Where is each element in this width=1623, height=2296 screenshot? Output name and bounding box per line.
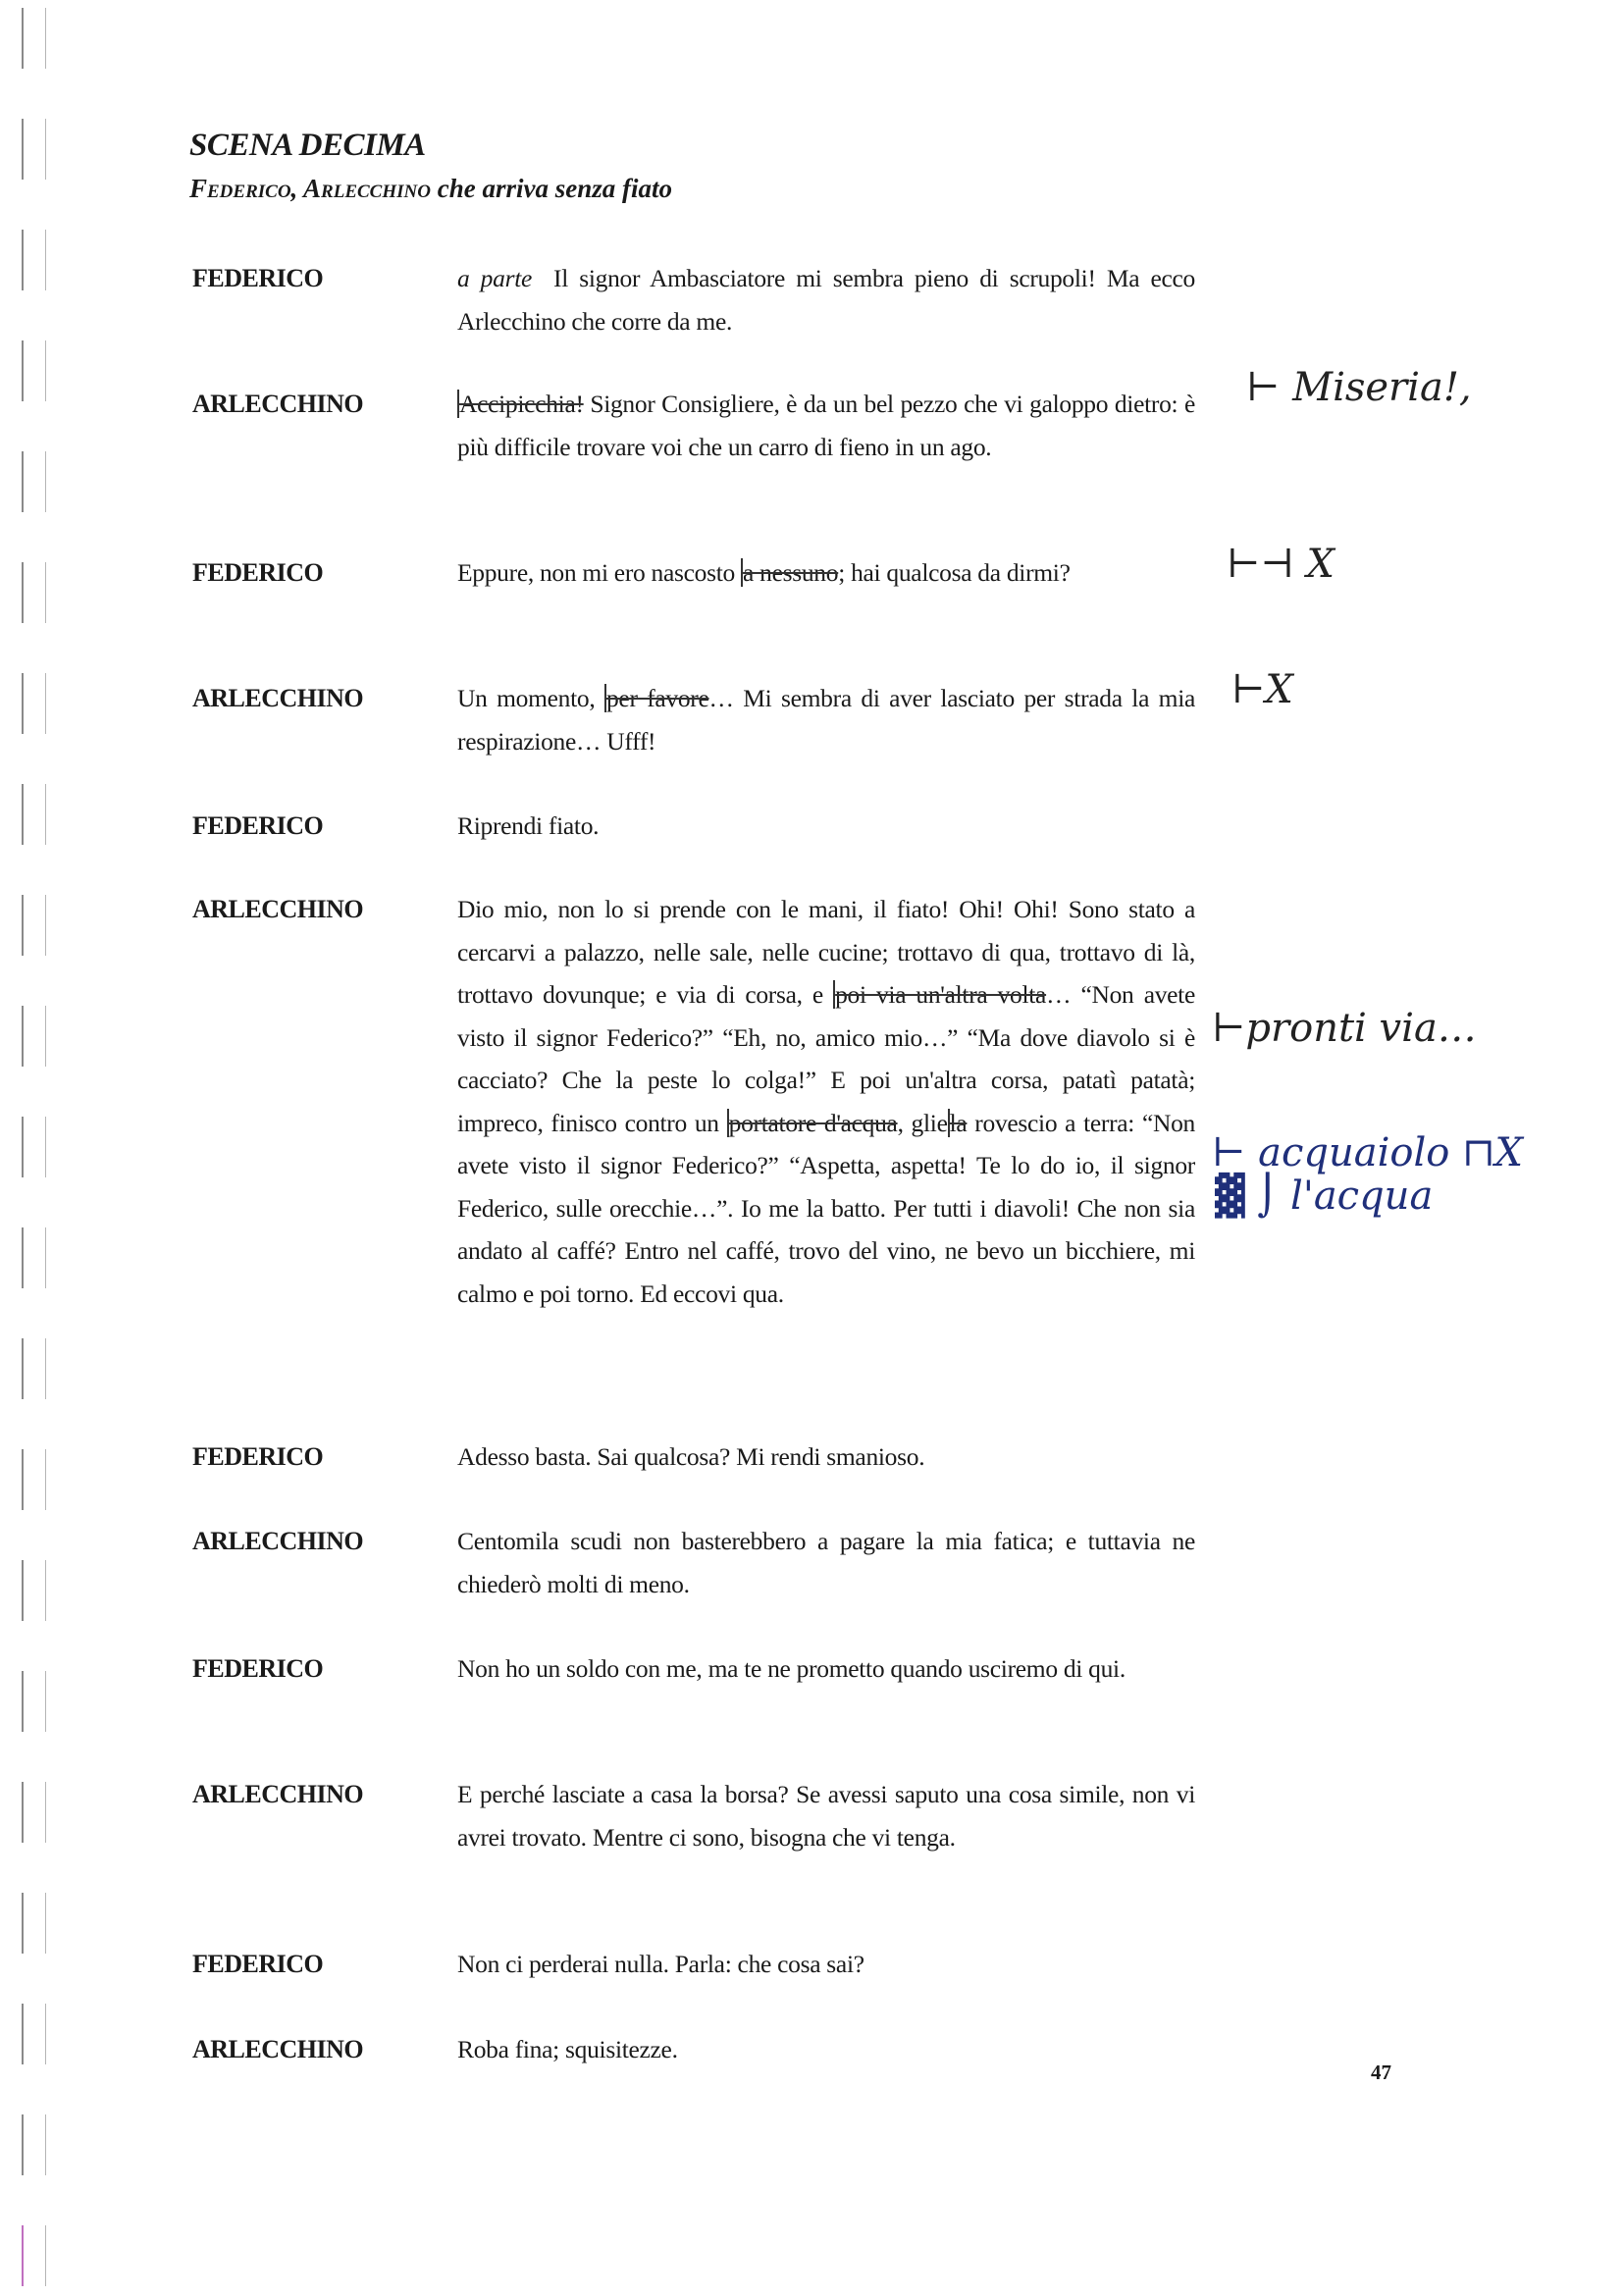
text-segment: Un momento,: [457, 684, 604, 712]
text-segment: ; hai qualcosa da dirmi?: [838, 558, 1071, 587]
struck-text: per favore: [605, 684, 709, 712]
binding-hole: [22, 2225, 46, 2286]
text-segment: rovescio a terra: “Non avete visto il signor Federico?” “Aspetta, aspetta! Te lo do io, il signor Federico, sulle orecchie…”. Io me la batto. Per tutti i diavoli! Che non sia andato al caffé? Entro nel caffé, trovo del vino, ne bevo un bicchiere, mi calmo e poi torno. Ed eccovi qua.: [457, 1108, 1195, 1308]
binding-hole: [22, 1338, 46, 1399]
scene-direction: che arriva senza fiato: [430, 174, 672, 203]
text-segment: … “Non avete visto il signor Federico?” “Eh, no, amico mio…” “Ma dove diavolo si è cacciato? Che la peste lo colga!” E poi un'altra corsa, patatì patatà; impreco, finisco contro un: [457, 980, 1195, 1137]
speech-text: [457, 1773, 1195, 1858]
speech-text: [457, 677, 1195, 762]
binding-hole: [22, 451, 46, 512]
text-segment: E perché lasciate a casa la borsa? Se avessi saputo una cosa simile, non vi avrei trovato. Mentre ci sono, bisogna che vi tenga.: [457, 1780, 1195, 1852]
struck-text: poi via un'altra volta: [835, 980, 1047, 1009]
scene-subtitle: [189, 174, 672, 204]
text-segment: … Mi sembra di aver lasciato per strada la mia respirazione… Ufff!: [457, 684, 1196, 756]
speech-text: [457, 1943, 1195, 1986]
speaker-name: ARLECCHINO: [192, 1527, 364, 1555]
binding-hole: [22, 2114, 46, 2175]
binding-hole: [22, 1782, 46, 1843]
struck-text: Accipicchia!: [459, 390, 584, 418]
stage-direction: a parte: [457, 264, 533, 292]
speech-text: [457, 1647, 1195, 1691]
margin-annotation: ⊢X: [1231, 667, 1293, 712]
speaker-name: ARLECCHINO: [192, 2035, 364, 2063]
text-segment: Il signor Ambasciatore mi sembra pieno di scrupoli! Ma ecco Arlecchino che corre da me.: [457, 264, 1195, 336]
binding-hole: [22, 230, 46, 290]
text-segment: Adesso basta. Sai qualcosa? Mi rendi smanioso.: [457, 1442, 925, 1471]
margin-annotation: ⊢ Miseria!,: [1246, 365, 1472, 410]
speaker-name: FEDERICO: [192, 558, 324, 587]
struck-text: la: [949, 1108, 968, 1137]
text-segment: Roba fina; squisitezze.: [457, 2035, 678, 2063]
binding-hole: [22, 673, 46, 734]
page-number: 47: [1371, 2061, 1391, 2084]
binding-hole: [22, 1671, 46, 1732]
binding-hole: [22, 1117, 46, 1177]
binding-hole: [22, 1227, 46, 1288]
binding-hole: [22, 8, 46, 69]
speech-text: [457, 2028, 1195, 2071]
speech-text: [457, 383, 1195, 468]
margin-annotation: ▓ ⌡ l'acqua: [1215, 1174, 1434, 1219]
speaker-name: ARLECCHINO: [192, 895, 364, 923]
speech-text: [457, 1520, 1195, 1605]
speaker-name: ARLECCHINO: [192, 390, 364, 418]
binding-hole: [22, 340, 46, 401]
text-segment: Riprendi fiato.: [457, 811, 600, 840]
speech-text: [457, 805, 1195, 848]
text-segment: Signor Consigliere, è da un bel pezzo che vi galoppo dietro: è più difficile trovare voi che un carro di fieno in un ago.: [457, 390, 1195, 461]
scene-characters: Federico, Arlecchino: [189, 174, 431, 203]
speaker-name: FEDERICO: [192, 811, 324, 840]
binding-hole: [22, 562, 46, 623]
speaker-name: FEDERICO: [192, 1442, 324, 1471]
text-segment: Centomila scudi non basterebbero a pagare la mia fatica; e tuttavia ne chiederò molti di meno.: [457, 1527, 1195, 1598]
speaker-name: FEDERICO: [192, 264, 324, 292]
binding-hole: [22, 2004, 46, 2064]
speaker-name: ARLECCHINO: [192, 1780, 364, 1808]
text-segment: Eppure, non mi ero nascosto: [457, 558, 742, 587]
speaker-name: FEDERICO: [192, 1950, 324, 1978]
scene-title: SCENA DECIMA: [189, 128, 426, 163]
margin-annotation: ⊢pronti via…: [1212, 1006, 1477, 1051]
binding-hole: [22, 1006, 46, 1067]
text-segment: Non ci perderai nulla. Parla: che cosa sai?: [457, 1950, 864, 1978]
speech-text: [457, 551, 1195, 595]
speech-text: [457, 257, 1195, 342]
binding-hole: [22, 1893, 46, 1954]
text-segment: Non ho un soldo con me, ma te ne prometto quando usciremo di qui.: [457, 1654, 1126, 1683]
text-segment: , glie: [897, 1108, 948, 1137]
binding-hole: [22, 119, 46, 180]
speaker-name: FEDERICO: [192, 1654, 324, 1683]
margin-annotation: ⊢⊣ X: [1227, 542, 1335, 587]
text-segment: Dio mio, non lo si prende con le mani, il fiato! Ohi! Ohi! Sono stato a cercarvi a palazzo, nelle sale, nelle cucine; trottavo di qua, trottavo di là, trottavo dovunque; e via di corsa, e: [457, 895, 1195, 1009]
binding-hole: [22, 784, 46, 845]
binding-hole: [22, 1560, 46, 1621]
struck-text: portatore d'acqua: [728, 1108, 898, 1137]
speech-text: [457, 1435, 1195, 1479]
margin-annotation: ⊢ acquaiolo ⊓X: [1212, 1130, 1524, 1175]
struck-text: a nessuno: [743, 558, 839, 587]
speaker-name: ARLECCHINO: [192, 684, 364, 712]
binding-hole: [22, 895, 46, 956]
binding-hole: [22, 1449, 46, 1510]
speech-text: [457, 888, 1195, 1315]
